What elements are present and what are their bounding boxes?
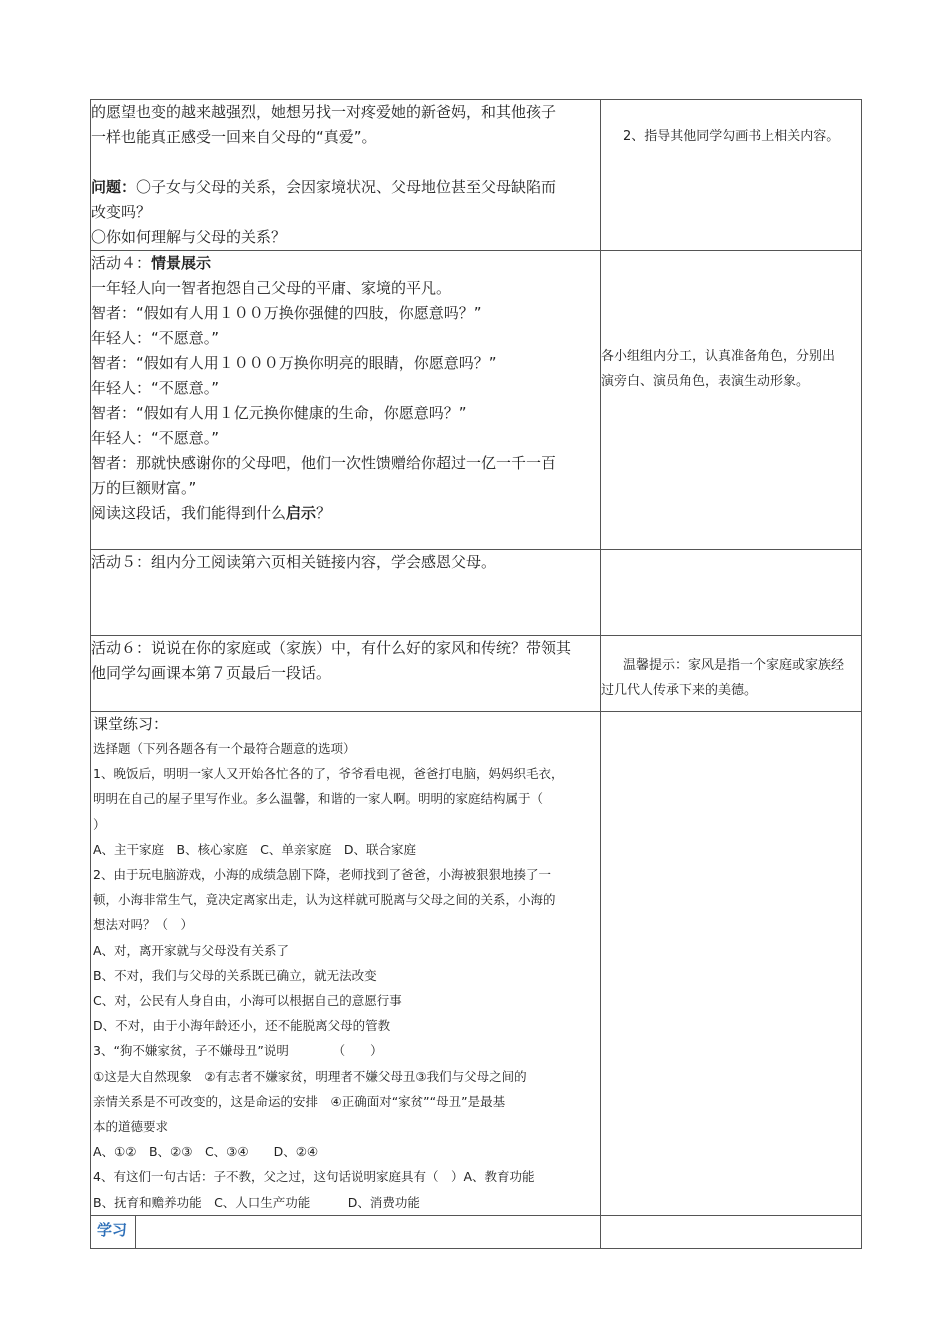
reflection-text: 阅读这段话，我们能得到什么 <box>91 504 287 522</box>
table-row <box>91 100 862 251</box>
exercise-line: D、不对，由于小海年龄还小，还不能脱离父母的管教 <box>93 1018 391 1034</box>
tip-line: 温馨提示：家风是指一个家庭或家族经 <box>623 658 845 673</box>
reflection-line <box>91 501 600 526</box>
reflection-keyword: 启示 <box>286 504 317 522</box>
dialog-line: 智者：“假如有人用１亿元换你健康的生命，你愿意吗？” <box>91 404 467 422</box>
exercise-line: 明明在自己的屋子里写作业。多么温馨，和谐的一家人啊。明明的家庭结构属于（ <box>93 791 544 807</box>
lesson-table <box>90 99 862 1249</box>
exercise-line: 选择题（下列各题各有一个最符合题意的选项） <box>93 741 356 756</box>
activity-number: 活动４： <box>91 254 152 272</box>
exercise-line: B、抚育和赡养功能 C、人口生产功能 D、消费功能 <box>93 1194 420 1210</box>
exercise-line: 1、晚饭后，明明一家人又开始各忙各的了，爷爷看电视，爸爸打电脑，妈妈织毛衣， <box>93 766 564 782</box>
exercise-line: 2、由于玩电脑游戏，小海的成绩急剧下降，老师找到了爸爸，小海被狠狠地揍了一 <box>93 867 551 883</box>
question-text: 〇子女与父母的关系，会因家境状况、父母地位甚至父母缺陷而 <box>136 178 557 196</box>
dialog-line: 一年轻人向一智者抱怨自己父母的平庸、家境的平凡。 <box>91 279 452 297</box>
activity6-line: 活动６：说说在你的家庭或（家族）中，有什么好的家风和传统？带领其 <box>91 639 572 657</box>
tip-line: 过几代人传承下来的美德。 <box>601 683 758 698</box>
activity5-text: 活动５：组内分工阅读第六页相关链接内容，学会感恩父母。 <box>91 553 497 571</box>
exercise-title: 课堂练习： <box>93 715 169 733</box>
question-label: 问题： <box>91 178 137 196</box>
table-row <box>91 636 862 712</box>
empty-cell <box>601 712 862 1216</box>
table-row <box>91 550 862 636</box>
empty-cell <box>601 550 862 636</box>
section-label: 学习 <box>97 1220 128 1239</box>
exercise-line: A、①② B、②③ C、③④ D、②④ <box>93 1144 319 1160</box>
activity5-cell <box>91 550 601 636</box>
activity-title: 情景展示 <box>151 254 212 272</box>
section-label-cell <box>91 1215 136 1248</box>
dialog-line: 智者：“假如有人用１００万换你强健的四肢，你愿意吗？” <box>91 304 482 322</box>
reflection-suffix: ？ <box>316 504 332 522</box>
activity4-cell <box>91 251 601 550</box>
exercise-line: A、主干家庭 B、核心家庭 C、单亲家庭 D、联合家庭 <box>93 841 416 857</box>
exercise-cell <box>91 712 601 1216</box>
story-line: 一样也能真正感受一回来自父母的“真爱”。 <box>91 128 377 146</box>
exercise-line: ①这是大自然现象 ②有志者不嫌家贫，明理者不嫌父母丑③我们与父母之间的 <box>93 1068 527 1084</box>
exercise-line: 亲情关系是不可改变的，这是命运的安排 ④正确面对“家贫”“母丑”是最基 <box>93 1093 506 1109</box>
question-line: 〇你如何理解与父母的关系？ <box>91 228 287 246</box>
table-row <box>91 712 862 1216</box>
teacher-note-cell <box>601 100 862 251</box>
teacher-note: 2、指导其他同学勾画书上相关内容。 <box>623 129 840 144</box>
student-task-line: 各小组组内分工，认真准备角色，分别出 <box>601 349 836 364</box>
story-cell <box>91 100 601 251</box>
blank-line <box>91 150 600 175</box>
dialog-line: 年轻人：“不愿意。” <box>91 429 220 447</box>
story-line: 的愿望也变的越来越强烈，她想另找一对疼爱她的新爸妈，和其他孩子 <box>91 103 557 121</box>
empty-cell <box>601 1215 862 1248</box>
exercise-line: 4、有这们一句古话：子不教，父之过，这句话说明家庭具有（ ）A、教育功能 <box>93 1169 535 1185</box>
tip-text <box>601 636 861 703</box>
student-task-cell <box>601 251 862 550</box>
exercise-line: ） <box>93 816 106 832</box>
activity6-line: 他同学勾画课本第７页最后一段话。 <box>91 664 332 682</box>
dialog-line: 万的巨额财富。” <box>91 479 197 497</box>
exercise-line: C、对，公民有人身自由，小海可以根据自己的意愿行事 <box>93 993 402 1009</box>
dialog-line: 年轻人：“不愿意。” <box>91 329 220 347</box>
question-line: 改变吗？ <box>91 203 152 221</box>
dialog-line: 智者：“假如有人用１０００万换你明亮的眼睛，你愿意吗？” <box>91 354 497 372</box>
tip-cell <box>601 636 862 712</box>
exercise-line: A、对，离开家就与父母没有关系了 <box>93 942 290 958</box>
student-task-line: 演旁白、演员角色，表演生动形象。 <box>601 374 810 389</box>
dialog-line: 年轻人：“不愿意。” <box>91 379 220 397</box>
table-row <box>91 1215 862 1248</box>
exercise-line: 本的道德要求 <box>93 1119 169 1135</box>
exercise-line: 想法对吗？（ ） <box>93 917 194 933</box>
dialog-line: 智者：那就快感谢你的父母吧，他们一次性馈赠给你超过一亿一千一百 <box>91 454 557 472</box>
student-task <box>601 251 861 394</box>
exercise-line: B、不对，我们与父母的关系既已确立，就无法改变 <box>93 967 377 983</box>
activity-heading <box>91 251 600 276</box>
exercise-body <box>91 736 600 1215</box>
exercise-line: 顿，小海非常生气，竟决定离家出走，认为这样就可脱离与父母之间的关系，小海的 <box>93 892 556 908</box>
activity6-cell <box>91 636 601 712</box>
question-line <box>91 175 600 200</box>
exercise-line: 3、“狗不嫌家贫，子不嫌母丑”说明 （ ） <box>93 1043 383 1059</box>
table-row <box>91 251 862 550</box>
empty-cell <box>136 1215 601 1248</box>
